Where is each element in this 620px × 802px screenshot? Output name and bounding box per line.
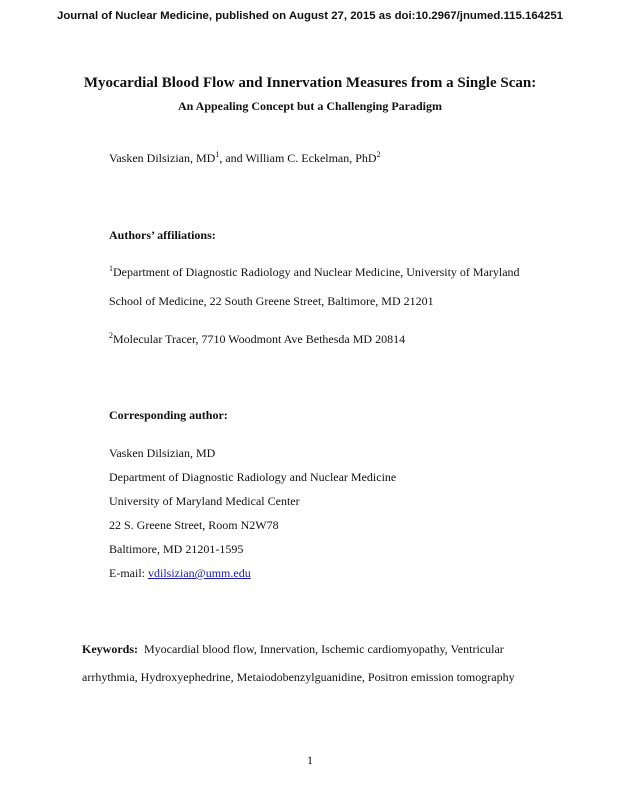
affiliation-2-superscript: 2 [109, 331, 113, 340]
email-link[interactable]: vdilsizian@umm.edu [148, 566, 251, 580]
affiliation-1-line-2: School of Medicine, 22 South Greene Street, Baltimore, MD 21201 [109, 294, 434, 308]
affiliation-2-text: Molecular Tracer, 7710 Woodmont Ave Bethesda MD 20814 [113, 332, 406, 346]
author2-name: William C. Eckelman, PhD [245, 151, 377, 165]
journal-header: Journal of Nuclear Medicine, published on August 27, 2015 as doi:10.2967/jnumed.115.164251 [56, 10, 563, 22]
author1-name: Vasken Dilsizian, MD [109, 151, 216, 165]
article-title: Myocardial Blood Flow and Innervation Measures from a Single Scan: [83, 75, 537, 91]
corresponding-city: Baltimore, MD 21201-1595 [109, 542, 244, 556]
keywords-line-2: arrhythmia, Hydroxyephedrine, Metaiodobenzylguanidine, Positron emission tomography [82, 670, 515, 684]
corresponding-institution: University of Maryland Medical Center [109, 494, 300, 508]
affiliations-heading: Authors’ affiliations: [109, 228, 216, 242]
email-label: E-mail: [109, 566, 148, 580]
author-separator: , and [219, 151, 246, 165]
affiliation-1-text: Department of Diagnostic Radiology and Nuclear Medicine, University of Maryland [113, 265, 520, 279]
affiliation-2 [109, 332, 405, 347]
author-line [109, 151, 381, 166]
keywords-line-1 [82, 642, 504, 657]
author1-superscript: 1 [215, 150, 220, 159]
affiliation-1-line-1 [109, 265, 520, 280]
page-number: 1 [307, 753, 313, 767]
affiliation-1-superscript: 1 [109, 264, 113, 273]
corresponding-heading: Corresponding author: [109, 408, 228, 422]
corresponding-name: Vasken Dilsizian, MD [109, 446, 216, 460]
author2-superscript: 2 [376, 150, 381, 159]
keywords-label: Keywords: [82, 642, 138, 656]
article-subtitle: An Appealing Concept but a Challenging Paradigm [177, 99, 443, 113]
keywords-text-1: Myocardial blood flow, Innervation, Ischemic cardiomyopathy, Ventricular [144, 642, 504, 656]
corresponding-street: 22 S. Greene Street, Room N2W78 [109, 518, 279, 532]
corresponding-department: Department of Diagnostic Radiology and Nuclear Medicine [109, 470, 397, 484]
corresponding-email-line [109, 566, 251, 581]
